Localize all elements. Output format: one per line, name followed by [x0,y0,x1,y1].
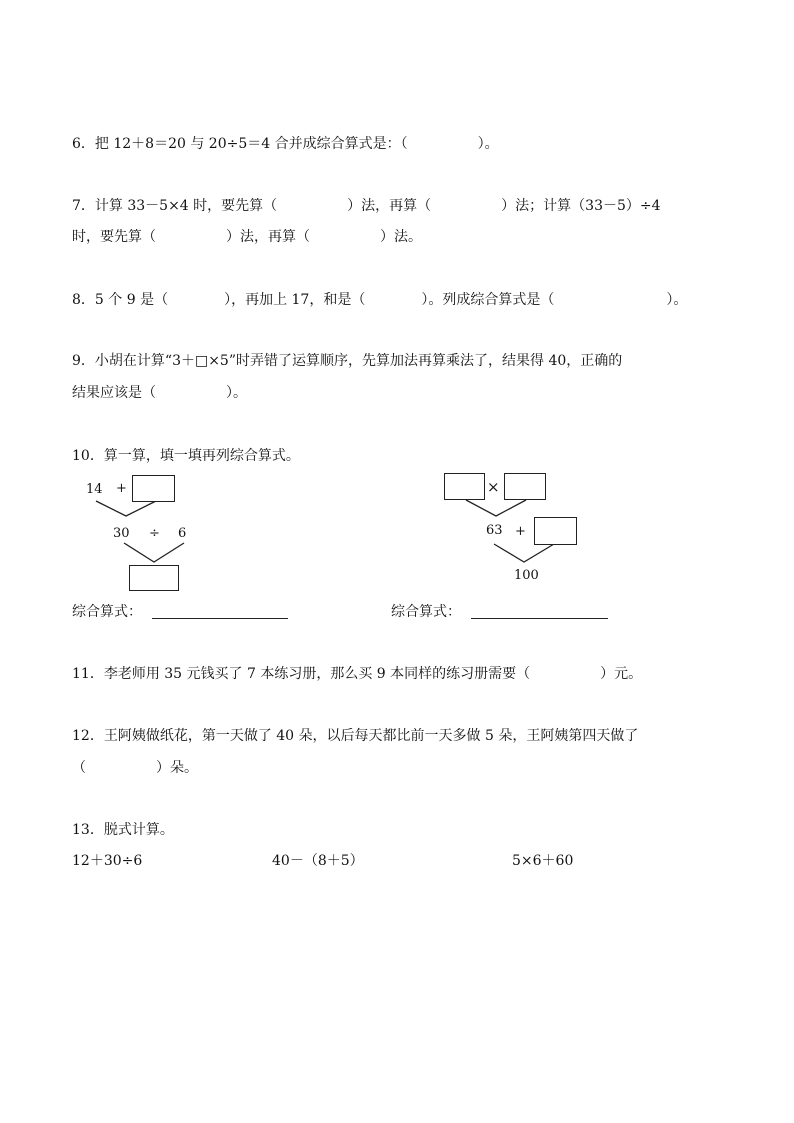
question-7-line-1: 7．计算 33－5×4 时，要先算（ ）法，再算（ ）法；计算（33－5）÷4 [72,198,661,214]
left-answer-box-top[interactable] [132,475,175,502]
left-number-14: 14 [86,482,103,497]
expression-1: 12＋30÷6 [72,853,143,869]
right-diagram [440,470,590,590]
question-8: 8．5 个 9 是（ ），再加上 17，和是（ ）。列成综合算式是（ ）。 [72,292,688,308]
left-formula-answer-line[interactable] [152,617,288,619]
right-number-63: 63 [486,523,503,538]
question-9-line-2: 结果应该是（ ）。 [72,385,247,401]
left-merge-line-bottom [124,543,184,562]
left-diagram [70,470,210,600]
left-number-6: 6 [178,526,187,541]
right-number-100: 100 [514,568,539,583]
right-multiply-sign: × [487,478,500,496]
question-6: 6．把 12＋8＝20 与 20÷5＝4 合并成综合算式是：（ ）。 [72,136,499,152]
left-merge-line-top [96,501,156,516]
question-13-title: 13．脱式计算。 [72,822,174,838]
left-formula-label: 综合算式： [72,604,142,620]
right-merge-line-top [466,500,526,516]
question-12-line-2: （ ）朵。 [72,760,198,776]
left-answer-box-bottom[interactable] [129,565,179,591]
right-plus-sign: + [515,524,526,539]
right-merge-line-bottom [494,544,554,562]
left-divide-sign: ÷ [149,526,160,541]
left-plus-sign: + [116,481,127,496]
right-answer-box-3[interactable] [534,517,577,545]
expression-3: 5×6＋60 [512,853,574,869]
right-formula-label: 综合算式： [391,604,461,620]
question-7-line-2: 时，要先算（ ）法，再算（ ）法。 [72,229,422,245]
question-11: 11．李老师用 35 元钱买了 7 本练习册，那么买 9 本同样的练习册需要（ ）元。 [72,666,643,682]
question-9-line-1: 9．小胡在计算“3＋□×5”时弄错了运算顺序，先算加法再算乘法了，结果得 40，正确的 [72,353,623,369]
expression-2: 40－（8＋5） [272,853,364,869]
right-answer-box-2[interactable] [504,473,546,500]
left-number-30: 30 [113,526,130,541]
question-12-line-1: 12．王阿姨做纸花，第一天做了 40 朵，以后每天都比前一天多做 5 朵，王阿姨第四天做了 [72,728,639,744]
right-answer-box-1[interactable] [444,473,485,500]
right-formula-answer-line[interactable] [471,617,608,619]
question-10-title: 10．算一算，填一填再列综合算式。 [72,448,300,464]
